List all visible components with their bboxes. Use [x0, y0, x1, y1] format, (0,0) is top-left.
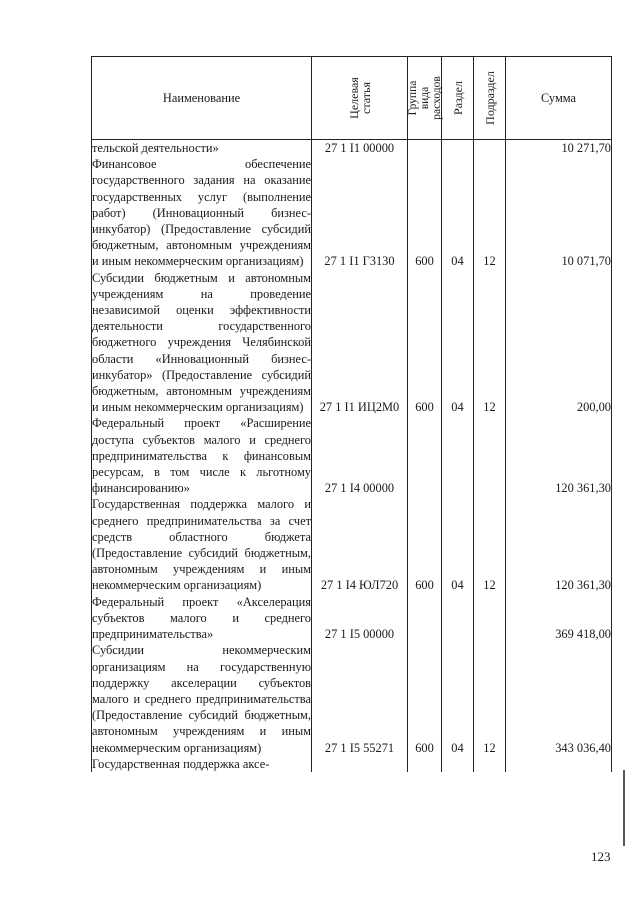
row-section — [442, 415, 474, 496]
header-expense-group: Группа вида расходов — [408, 57, 442, 140]
row-sum: 369 418,00 — [506, 594, 612, 643]
header-sum: Сумма — [506, 57, 612, 140]
page-number: 123 — [591, 849, 611, 864]
table-row — [92, 642, 612, 755]
row-group — [408, 415, 442, 496]
table-row — [92, 140, 612, 157]
row-sum: 10 071,70 — [506, 156, 612, 269]
row-target: 27 1 I4 00000 — [312, 415, 408, 496]
row-sum: 343 036,40 — [506, 642, 612, 755]
table-row — [92, 415, 612, 496]
row-section: 04 — [442, 156, 474, 269]
table-header-row — [92, 57, 612, 140]
row-sum: 120 361,30 — [506, 496, 612, 593]
row-group — [408, 756, 442, 772]
header-section: Раздел — [442, 57, 474, 140]
row-name: Федеральный проект «Акселерация субъектов малого и среднего предпринимательства» — [92, 594, 311, 642]
row-sum — [506, 756, 612, 772]
row-subsection — [474, 140, 506, 157]
row-target: 27 1 I1 ИЦ2М0 — [312, 270, 408, 416]
row-group: 600 — [408, 156, 442, 269]
row-name: Субсидии бюджетным и автономным учреждениям на проведение независимой оценки эффективности деятельности государственного бюджетного учреждения Челябинской области «Инновационный бизнес-инкубатор» (Предоставление субсидий бюджетным, автономным учреждениям и иным некоммерческим организациям) — [92, 270, 311, 415]
row-section — [442, 594, 474, 643]
header-name: Наименование — [92, 57, 312, 140]
row-target: 27 1 I5 55271 — [312, 642, 408, 755]
row-target: 27 1 I1 Г3130 — [312, 156, 408, 269]
row-section: 04 — [442, 642, 474, 755]
row-target: 27 1 I1 00000 — [312, 140, 408, 157]
row-subsection: 12 — [474, 642, 506, 755]
table-row — [92, 156, 612, 269]
row-group: 600 — [408, 270, 442, 416]
header-subsection: Подраздел — [474, 57, 506, 140]
row-name: Федеральный проект «Расширение доступа субъектов малого и среднего предпринимательства к финансовым ресурсам, в том числе к льготному финансированию» — [92, 416, 311, 496]
table-row — [92, 594, 612, 643]
row-name: Государственная поддержка малого и среднего предпринимательства за счет средств областного бюджета (Предоставление субсидий бюджетным, автономным учреждениям и иным некоммерческим организациям) — [92, 497, 311, 593]
row-subsection — [474, 594, 506, 643]
row-group: 600 — [408, 642, 442, 755]
row-section — [442, 140, 474, 157]
row-sum: 200,00 — [506, 270, 612, 416]
row-section: 04 — [442, 270, 474, 416]
row-section: 04 — [442, 496, 474, 593]
row-subsection: 12 — [474, 270, 506, 416]
row-subsection: 12 — [474, 496, 506, 593]
row-sum: 120 361,30 — [506, 415, 612, 496]
row-sum: 10 271,70 — [506, 140, 612, 157]
row-group — [408, 140, 442, 157]
row-name: тельской деятельности» — [92, 140, 312, 157]
row-group — [408, 594, 442, 643]
row-target: 27 1 I5 00000 — [312, 594, 408, 643]
budget-table — [91, 56, 612, 772]
row-name: Финансовое обеспечение государственного задания на оказание государственных услуг (выполнение работ) (Инновационный бизнес-инкубатор) (Предоставление субсидий бюджетным, автономным учреждениям и иным некоммерческим организациям) — [92, 157, 311, 269]
scan-edge-mark — [623, 770, 625, 846]
row-subsection — [474, 756, 506, 772]
row-target: 27 1 I4 ЮЛ720 — [312, 496, 408, 593]
header-target-article: Целевая статья — [312, 57, 408, 140]
row-group: 600 — [408, 496, 442, 593]
table-row — [92, 496, 612, 593]
row-subsection — [474, 415, 506, 496]
row-name: Государственная поддержка аксе- — [92, 756, 312, 772]
row-target — [312, 756, 408, 772]
row-subsection: 12 — [474, 156, 506, 269]
table-row — [92, 756, 612, 772]
row-name: Субсидии некоммерческим организациям на государственную поддержку акселерации субъектов малого и среднего предпринимательства (Предоставление субсидий бюджетным, автономным учреждениям и иным некоммерческим организациям) — [92, 643, 311, 755]
table-row — [92, 270, 612, 416]
row-section — [442, 756, 474, 772]
